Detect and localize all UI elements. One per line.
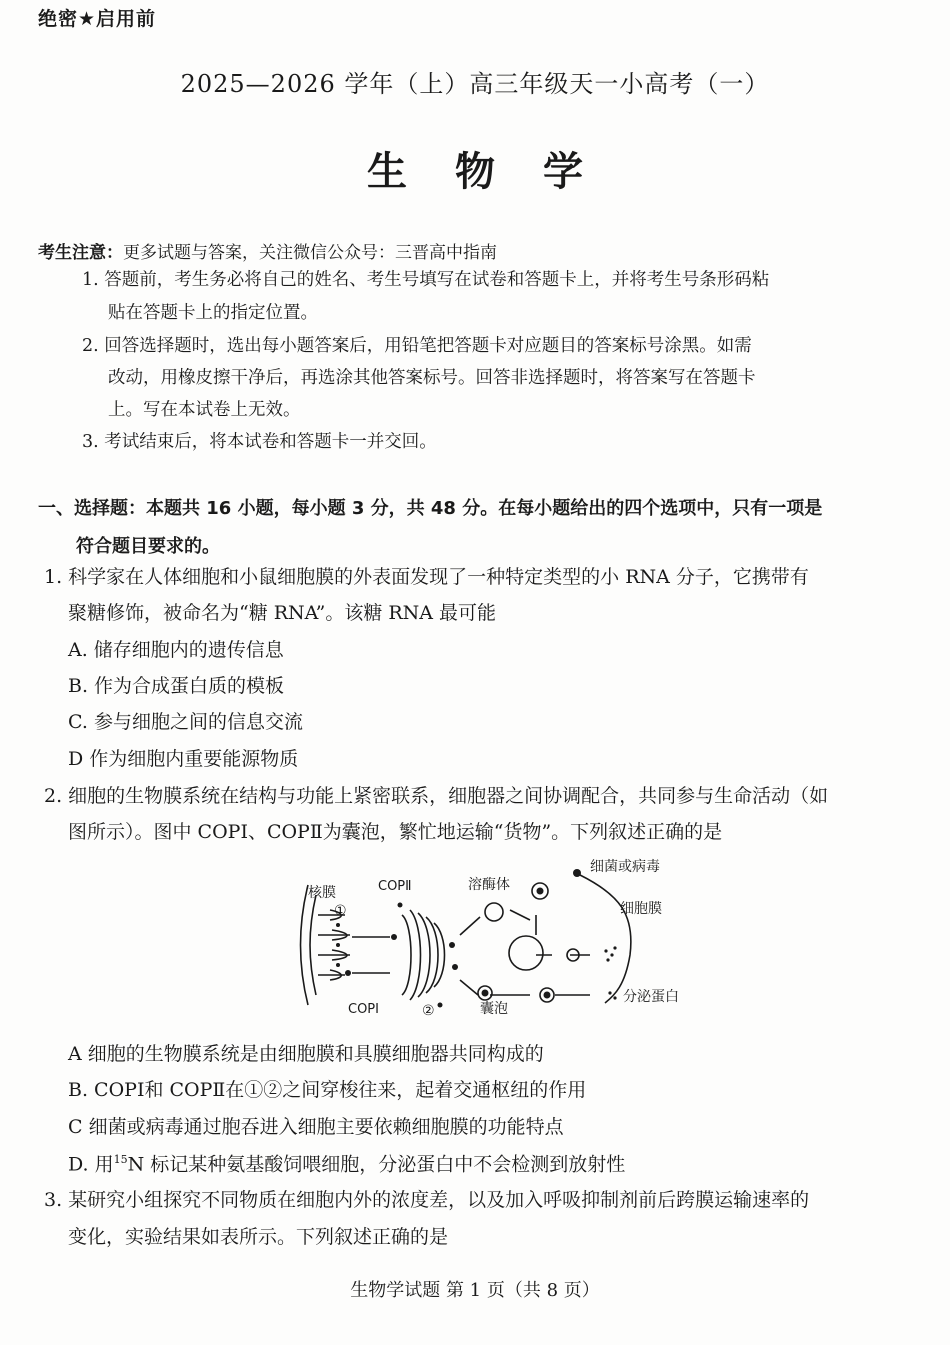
q2-option-d-prefix: D. 用 — [68, 1153, 114, 1176]
marker-1: ① — [334, 903, 347, 919]
section-heading-cont: 符合题目要求的。 — [76, 536, 220, 557]
q1-option-c: C. 参与细胞之间的信息交流 — [68, 711, 303, 733]
q2-option-d-suffix: N 标记某种氨基酸饲喂细胞，分泌蛋白中不会检测到放射性 — [127, 1153, 626, 1176]
nuclear-membrane-shape — [301, 885, 309, 1005]
notice-line: 2. 回答选择题时，选出每小题答案后，用铅笔把答题卡对应题目的答案标号涂黑。如需 — [82, 336, 752, 356]
q3-stem: 3. 某研究小组探究不同物质在细胞内外的浓度差，以及加入呼吸抑制剂前后跨膜运输速率的 — [44, 1189, 810, 1211]
notice-note: 更多试题与答案，关注微信公众号：三晋高中指南 — [123, 243, 497, 263]
exam-title: 2025—2026 学年（上）高三年级天一小高考（一） — [180, 70, 770, 98]
notice-header — [38, 238, 497, 263]
cell-membrane-shape — [580, 875, 631, 1003]
q2-stem-cont: 图所示）。图中 COPⅠ、COPⅡ为囊泡，繁忙地运输“货物”。下列叙述正确的是 — [68, 821, 723, 843]
label-cell-membrane: 细胞膜 — [620, 901, 662, 917]
label-copi: COPⅠ — [348, 1002, 379, 1017]
notice-line: 贴在答题卡上的指定位置。 — [108, 303, 318, 323]
subject-title: 生物学 — [367, 149, 631, 195]
label-secreted-protein: 分泌蛋白 — [623, 989, 679, 1005]
q1-stem: 1. 科学家在人体细胞和小鼠细胞膜的外表面发现了一种特定类型的小 RNA 分子，它携带有 — [44, 566, 809, 588]
label-lysosome: 溶酶体 — [468, 877, 510, 893]
notice-label: 考生注意： — [38, 243, 123, 263]
notice-line: 改动，用橡皮擦干净后，再选涂其他答案标号。回答非选择题时，将答案写在答题卡 — [108, 368, 756, 388]
organelle-diagram — [290, 855, 710, 1030]
notice-line: 上。写在本试卷上无效。 — [108, 400, 301, 420]
endosome-shape — [509, 936, 543, 970]
q2-option-b: B. COPⅠ和 COPⅡ在①②之间穿梭往来，起着交通枢纽的作用 — [68, 1079, 587, 1101]
lysosome-shape — [485, 903, 503, 921]
section-heading: 一、选择题：本题共 16 小题，每小题 3 分，共 48 分。在每小题给出的四个选项中，只有一项是 — [38, 498, 823, 519]
label-copii: COPⅡ — [378, 879, 412, 894]
q2-option-d — [68, 1154, 625, 1174]
page-footer: 生物学试题 第 1 页（共 8 页） — [350, 1280, 600, 1301]
q3-stem-cont: 变化，实验结果如表所示。下列叙述正确的是 — [68, 1226, 449, 1248]
q2-option-c: C 细菌或病毒通过胞吞进入细胞主要依赖细胞膜的功能特点 — [68, 1116, 564, 1138]
label-nuclear-membrane: 核膜 — [308, 885, 336, 901]
q2-option-d-superscript: 15 — [113, 1153, 128, 1166]
q1-option-d: D 作为细胞内重要能源物质 — [68, 748, 299, 770]
label-bacteria: 细菌或病毒 — [590, 859, 660, 875]
q2-stem: 2. 细胞的生物膜系统在结构与功能上紧密联系，细胞器之间协调配合，共同参与生命活动（如 — [44, 785, 829, 807]
q2-option-a: A 细胞的生物膜系统是由细胞膜和具膜细胞器共同构成的 — [68, 1043, 544, 1065]
notice-line: 3. 考试结束后，将本试卷和答题卡一并交回。 — [82, 432, 437, 452]
q1-stem-cont: 聚糖修饰，被命名为“糖 RNA”。该糖 RNA 最可能 — [68, 602, 497, 624]
marker-2: ② — [422, 1003, 435, 1019]
q1-option-a: A. 储存细胞内的遗传信息 — [68, 639, 284, 661]
notice-line: 1. 答题前，考生务必将自己的姓名、考生号填写在试卷和答题卡上，并将考生号条形码粘 — [82, 270, 770, 290]
confidential-mark: 绝密★启用前 — [38, 8, 157, 30]
label-vesicle: 囊泡 — [480, 1001, 508, 1017]
q1-option-b: B. 作为合成蛋白质的模板 — [68, 675, 285, 697]
